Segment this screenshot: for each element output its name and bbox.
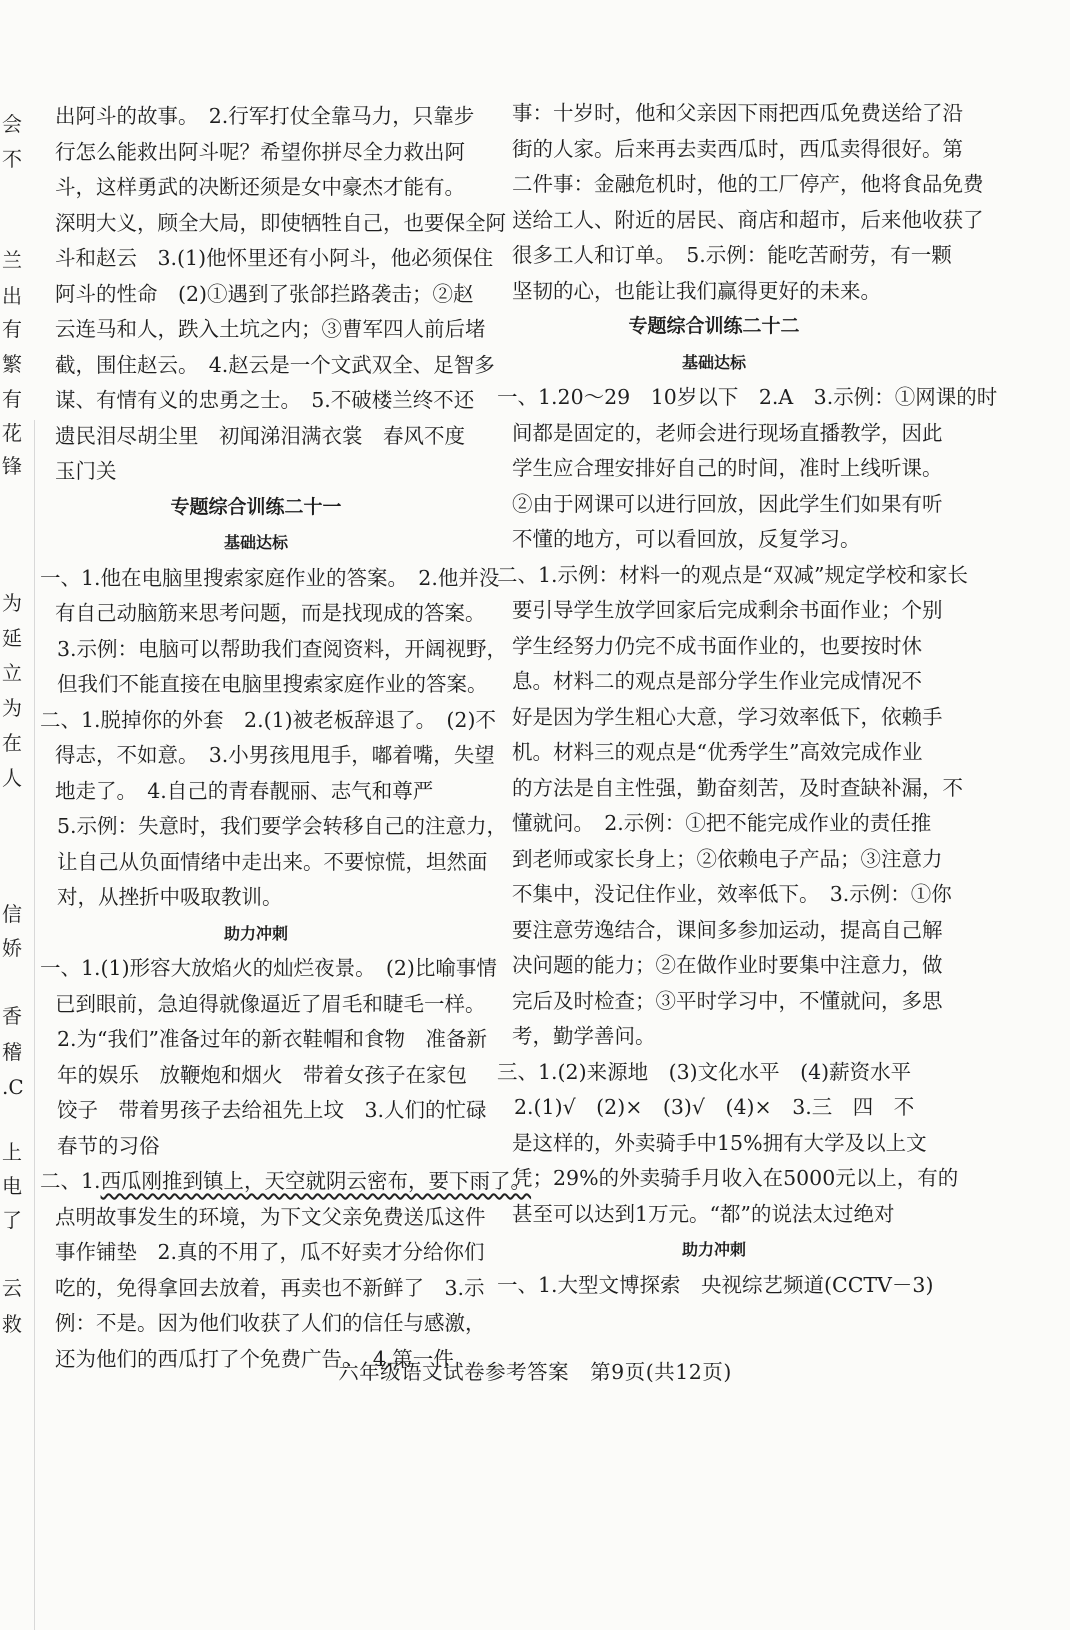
section-title: 专题综合训练二十一 xyxy=(170,495,342,518)
text-line: 云连马和人，跌入土坑之内；③曹军四人前后堵 xyxy=(55,317,486,341)
edge-char: 为 xyxy=(2,696,22,720)
text-line: 有自己动脑筋来思考问题，而是找现成的答案。 xyxy=(55,601,486,625)
text-line: 好是因为学生粗心大意，学习效率低下，依赖手 xyxy=(512,704,943,729)
text-line: 事：十岁时，他和父亲因下雨把西瓜免费送给了沿 xyxy=(512,101,963,125)
edge-char: 锋 xyxy=(2,454,22,478)
text-line: 出阿斗的故事。 2.行军打仗全靠马力，只靠步 xyxy=(55,104,475,128)
text-line: 5.示例：失意时，我们要学会转移自己的注意力， xyxy=(57,814,508,838)
text-line: 凭；29%的外卖骑手月收入在5000元以上，有的 xyxy=(512,1166,959,1190)
text-line: 二、1.脱掉你的外套 2.(1)被老板辞退了。 (2)不 xyxy=(40,707,496,732)
edge-char: 立 xyxy=(2,661,22,685)
text-line: 谋、有情有义的忠勇之士。 5.不破楼兰终不还 xyxy=(55,388,475,412)
edge-char: 香 xyxy=(2,1004,22,1028)
text-line: 不懂的地方，可以看回放，反复学习。 xyxy=(512,527,861,551)
text-line: 例：不是。因为他们收获了人们的信任与感激， xyxy=(55,1311,486,1335)
text-line: 2.(1)√ (2)× (3)√ (4)× 3.三 四 不 xyxy=(514,1095,915,1119)
text-line xyxy=(40,1164,532,1200)
text-line: 斗和赵云 3.(1)他怀里还有小阿斗，他必须保住 xyxy=(55,246,494,270)
edge-char: 人 xyxy=(2,766,22,790)
text-line: 街的人家。后来再去卖西瓜时，西瓜卖得很好。第 xyxy=(512,136,963,161)
text-line: 一、1.大型文博探索 央视综艺频道(CCTV－3) xyxy=(497,1272,934,1297)
text-line: 要注意劳逸结合，课间多参加运动，提高自己解 xyxy=(512,917,943,942)
section-subtitle: 助力冲刺 xyxy=(681,1240,746,1259)
edge-char: 有 xyxy=(2,317,22,341)
edge-char: 延 xyxy=(2,626,22,650)
text-line: 息。材料二的观点是部分学生作业完成情况不 xyxy=(512,669,922,693)
edge-char: 在 xyxy=(2,731,22,755)
text-line: 春节的习俗 xyxy=(57,1133,160,1158)
edge-char: 了 xyxy=(2,1208,22,1232)
right-column xyxy=(497,96,998,1303)
text-line: 点明故事发生的环境，为下文父亲免费送瓜这件 xyxy=(55,1204,486,1229)
text-line: 要引导学生放学回家后完成剩余书面作业；个别 xyxy=(512,598,943,622)
text-line: 玉门关 xyxy=(55,459,117,483)
text-line: 三、1.(2)来源地 (3)文化水平 (4)薪资水平 xyxy=(497,1059,912,1084)
text-line: 事作铺垫 2.真的不用了，瓜不好卖才分给你们 xyxy=(55,1240,485,1264)
text-line: ②由于网课可以进行回放，因此学生们如果有听 xyxy=(512,491,943,516)
text-line: 到老师或家长身上；②依赖电子产品；③注意力 xyxy=(512,846,943,871)
section-title: 专题综合训练二十二 xyxy=(628,315,800,337)
edge-char: 稽 xyxy=(2,1040,22,1064)
item-number: 二、1. xyxy=(40,1169,101,1193)
edge-char: 花 xyxy=(2,421,22,445)
text-line: 3.示例：电脑可以帮助我们查阅资料，开阔视野， xyxy=(57,636,508,661)
text-line: 年的娱乐 放鞭炮和烟火 带着女孩子在家包 xyxy=(57,1062,467,1087)
edge-char: .C xyxy=(2,1075,24,1099)
text-line: 坚韧的心，也能让我们赢得更好的未来。 xyxy=(512,278,881,303)
text-line: 机。材料三的观点是“优秀学生”高效完成作业 xyxy=(512,740,923,764)
text-line: 让自己从负面情绪中走出来。不要惊慌，坦然面 xyxy=(57,849,488,874)
page-gutter-line xyxy=(34,420,35,1630)
text-line: 送给工人、附近的居民、商店和超市，后来他收获了 xyxy=(512,207,984,232)
text-line: 阿斗的性命 (2)①遇到了张郃拦路袭击；②赵 xyxy=(55,281,474,306)
text-line: 截，围住赵云。 4.赵云是一个文武双全、足智多 xyxy=(55,352,495,377)
text-line: 的方法是自主性强，勤奋刻苦，及时查缺补漏，不 xyxy=(512,775,963,800)
text-line: 学生应合理安排好自己的时间，准时上线听课。 xyxy=(512,456,943,480)
edge-char: 电 xyxy=(2,1174,22,1198)
section-subtitle: 基础达标 xyxy=(681,352,746,372)
text-line: 一、1.他在电脑里搜索家庭作业的答案。 2.他并没 xyxy=(40,565,500,590)
text-line: 完后及时检查；③平时学习中，不懂就问，多思 xyxy=(512,988,943,1013)
text-line: 决问题的能力；②在做作业时要集中注意力，做 xyxy=(512,953,943,977)
edge-char: 繁 xyxy=(2,352,22,376)
text-line: 但我们不能直接在电脑里搜索家庭作业的答案。 xyxy=(57,672,488,696)
section-subtitle: 基础达标 xyxy=(223,533,288,552)
text-line: 懂就问。 2.示例：①把不能完成作业的责任推 xyxy=(512,811,932,835)
edge-char: 有 xyxy=(2,387,22,411)
text-line: 2.为“我们”准备过年的新衣鞋帽和食物 准备新 xyxy=(57,1027,488,1051)
text-line: 吃的，免得拿回去放着，再卖也不新鲜了 3.示 xyxy=(55,1275,485,1300)
text-line: 二件事：金融危机时，他的工厂停产，他将食品免费 xyxy=(512,172,984,196)
edge-char: 云 xyxy=(2,1276,22,1300)
text-line: 深明大义，顾全大局，即使牺牲自己，也要保全阿 xyxy=(55,210,506,235)
text-line: 对，从挫折中吸取教训。 xyxy=(57,885,283,909)
text-line: 间都是固定的，老师会进行现场直播教学，因此 xyxy=(512,420,943,445)
text-line: 一、1.(1)形容大放焰火的灿烂夜景。 (2)比喻事情 xyxy=(40,956,497,980)
text-line: 考，勤学善问。 xyxy=(512,1024,656,1048)
text-line: 斗，这样勇武的决断还须是女中豪杰才能有。 xyxy=(55,175,465,199)
text-line: 行怎么能救出阿斗呢？希望你拼尽全力救出阿 xyxy=(55,139,465,164)
text-line: 饺子 带着男孩子去给祖先上坟 3.人们的忙碌 xyxy=(57,1098,487,1122)
page-footer: 六年级语文试卷参考答案 第9页(共12页) xyxy=(338,1360,732,1384)
edge-char: 上 xyxy=(2,1140,22,1164)
text-line: 甚至可以达到1万元。“都”的说法太过绝对 xyxy=(512,1201,895,1226)
text-line: 是这样的，外卖骑手中15%拥有大学及以上文 xyxy=(512,1130,927,1155)
text-line: 一、1.20～29 10岁以下 2.A 3.示例：①网课的时 xyxy=(497,385,998,409)
text-line: 不集中，没记住作业，效率低下。 3.示例：①你 xyxy=(512,882,952,906)
section-subtitle: 助力冲刺 xyxy=(223,923,288,943)
text-line: 学生经努力仍完不成书面作业的，也要按时休 xyxy=(512,633,922,658)
wavy-underlined-sentence: 西瓜刚推到镇上，天空就阴云密布，要下雨了。 xyxy=(100,1169,532,1193)
edge-char: 出 xyxy=(2,284,22,308)
text-line: 地走了。 4.自己的青春靓丽、志气和尊严 xyxy=(55,778,434,803)
text-line: 很多工人和订单。 5.示例：能吃苦耐劳，有一颗 xyxy=(512,243,952,267)
edge-char: 信 xyxy=(2,902,22,926)
text-line: 遗民泪尽胡尘里 初闻涕泪满衣裳 春风不度 xyxy=(55,423,465,448)
edge-char: 救 xyxy=(2,1312,22,1336)
text-line: 已到眼前，急迫得就像逼近了眉毛和睫毛一样。 xyxy=(55,991,486,1016)
text-line: 二、1.示例：材料一的观点是“双减”规定学校和家长 xyxy=(497,562,969,587)
edge-char: 不 xyxy=(2,147,22,171)
edge-char: 为 xyxy=(2,591,22,615)
left-column xyxy=(40,99,532,1377)
text-line: 还为他们的西瓜打了个免费广告。 4.第一件 xyxy=(55,1346,454,1371)
edge-char: 兰 xyxy=(2,248,22,272)
text-line: 得志，不如意。 3.小男孩甩甩手，嘟着嘴，失望 xyxy=(55,743,495,767)
edge-char: 娇 xyxy=(2,936,22,960)
edge-char: 会 xyxy=(2,112,22,136)
